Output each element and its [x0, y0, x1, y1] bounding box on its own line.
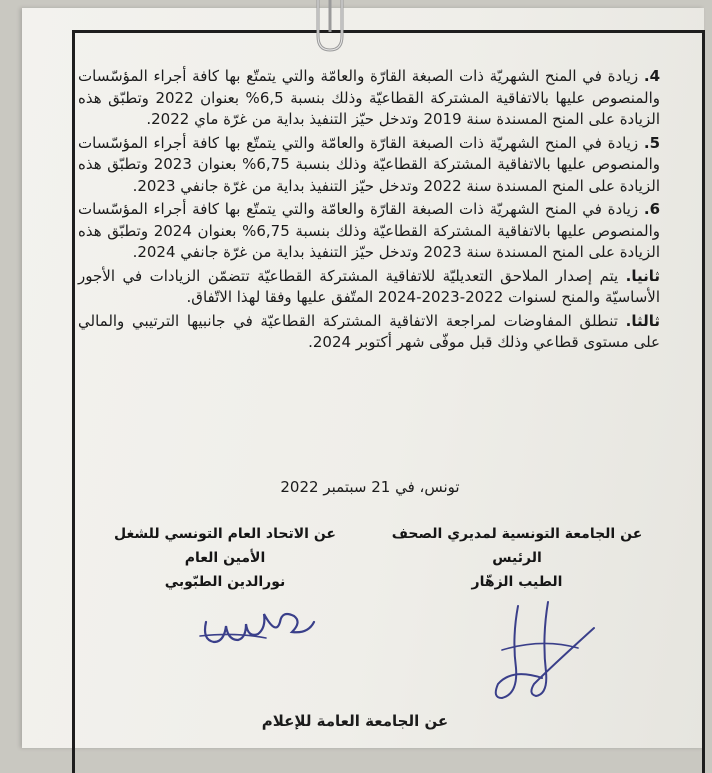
signatory-press-federation	[382, 522, 652, 594]
clause-number: 4.	[643, 67, 660, 85]
signatory-name: نورالدين الطبّوبي	[164, 574, 286, 590]
signatory-role: الرئيس	[492, 550, 542, 566]
signatory-role: الأمين العام	[184, 550, 266, 566]
section-label: ثالثا.	[625, 311, 660, 330]
section-second	[78, 266, 660, 309]
section-third	[78, 311, 660, 354]
place-date: تونس، في 21 سبتمبر 2022	[280, 478, 460, 496]
clause-6	[78, 199, 660, 264]
paperclip-icon	[308, 0, 350, 56]
clause-number: 6.	[643, 200, 660, 218]
bottom-signatory-org: عن الجامعة العامة للإعلام	[261, 712, 449, 730]
signatory-org: عن الجامعة التونسية لمديري الصحف	[391, 526, 643, 542]
clause-text: زيادة في المنح الشهريّة ذات الصبغة القارّة والعامّة والتي يتمتّع بها كافة أجراء المؤسّسات والمنصوص عليها بالاتفاقية المشتركة القطاعيّة وذلك بنسبة 6,75% بعنوان 2023 وتطبّق هذه الزيادة على المنح المسندة سنة 2022 وتدخل حيّز التنفيذ بداية من غرّة جانفي 2023.	[78, 133, 660, 195]
clause-text: زيادة في المنح الشهريّة ذات الصبغة القارّة والعامّة والتي يتمتّع بها كافة أجراء المؤسّسات والمنصوص عليها بالاتفاقية المشتركة القطاعيّة وذلك بنسبة 6,75% بعنوان 2024 وتطبّق هذه الزيادة على المنح المسندة سنة 2023 وتدخل حيّز التنفيذ بداية من غرّة جانفي 2024.	[78, 200, 660, 261]
signatory-name: الطيب الزهّار	[471, 574, 563, 590]
clause-4	[78, 66, 660, 131]
section-text: تنطلق المفاوضات لمراجعة الاتفاقية المشتركة القطاعيّة في جانبيها الترتيبي والمالي على مستوى قطاعي وذلك قبل موفّى شهر أكتوبر 2024.	[78, 311, 660, 351]
clause-text: زيادة في المنح الشهريّة ذات الصبغة القارّة والعامّة والتي يتمتّع بها كافة أجراء المؤسّسات والمنصوص عليها بالاتفاقية المشتركة القطاعيّة وذلك بنسبة 6,5% بعنوان 2022 وتطبّق هذه الزيادة على المنح المسندة سنة 2019 وتدخل حيّز التنفيذ بداية من غرّة ماي 2022.	[78, 67, 660, 128]
clause-number: 5.	[643, 133, 660, 152]
section-text: يتم إصدار الملاحق التعديليّة للاتفاقية المشتركة القطاعيّة تتضمّن الزيادات في الأجور الأساسيّة والمنح لسنوات 2022-2023-2024 المتّفق عليها وفقا لهذا الاتّفاق.	[78, 266, 660, 306]
section-label: ثانيا.	[625, 266, 660, 285]
signature-left-icon	[196, 592, 326, 656]
signature-right-icon	[482, 598, 612, 708]
agreement-body	[78, 66, 660, 356]
signatory-ugtt	[100, 522, 350, 594]
clause-5	[78, 133, 660, 198]
signatory-org: عن الاتحاد العام التونسي للشغل	[114, 526, 336, 542]
